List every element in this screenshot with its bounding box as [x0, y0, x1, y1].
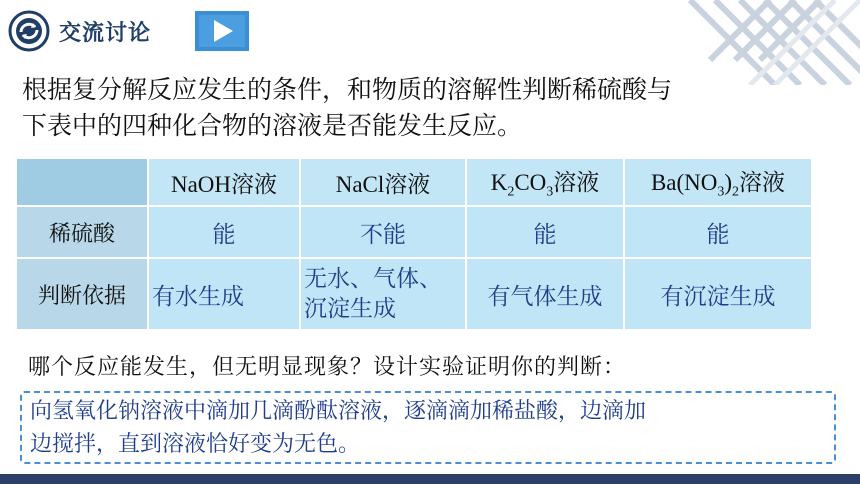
section-header — [8, 10, 249, 52]
section-title: 交流讨论 — [59, 20, 152, 46]
column-header-k2co3: $K_2CO_3$溶液 — [466, 158, 624, 206]
question-line-1: 根据复分解反应发生的条件，和物质的溶解性判断稀硫酸与 — [22, 75, 673, 104]
column-header-nacl: NaCl溶液 — [300, 158, 466, 206]
row-label-basis: 判断依据 — [16, 258, 148, 330]
answer-cell: 不能 — [300, 206, 466, 258]
table-row — [16, 206, 812, 258]
basis-cell: 无水、气体、 沉淀生成 — [300, 258, 466, 330]
basis-cell: 有水生成 — [148, 258, 300, 330]
bottom-bar — [0, 474, 860, 484]
answer-cell: 能 — [148, 206, 300, 258]
table-header-row — [16, 158, 812, 206]
experiment-prompt: 哪个反应能发生，但无明显现象？设计实验证明你的判断： — [28, 355, 627, 380]
question-line-2: 下表中的四种化合物的溶液是否能发生反应。 — [22, 111, 523, 140]
basis-cell: 有气体生成 — [466, 258, 624, 330]
play-icon[interactable] — [195, 11, 249, 51]
chat-refresh-icon — [8, 10, 50, 52]
reaction-table — [15, 157, 813, 331]
table-row — [16, 258, 812, 330]
column-header-naoh: NaOH溶液 — [148, 158, 300, 206]
answer-box — [20, 391, 836, 464]
basis-cell: 有沉淀生成 — [624, 258, 812, 330]
answer-cell: 能 — [466, 206, 624, 258]
answer-line-1: 向氢氧化钠溶液中滴加几滴酚酞溶液，逐滴滴加稀盐酸，边滴加 — [30, 399, 647, 424]
column-header-bano3: $Ba(NO_3)_2$溶液 — [624, 158, 812, 206]
row-label-acid: 稀硫酸 — [16, 206, 148, 258]
answer-cell: 能 — [624, 206, 812, 258]
question-text — [22, 72, 802, 144]
table-corner-cell — [16, 158, 148, 206]
answer-line-2: 边搅拌，直到溶液恰好变为无色。 — [30, 432, 361, 457]
